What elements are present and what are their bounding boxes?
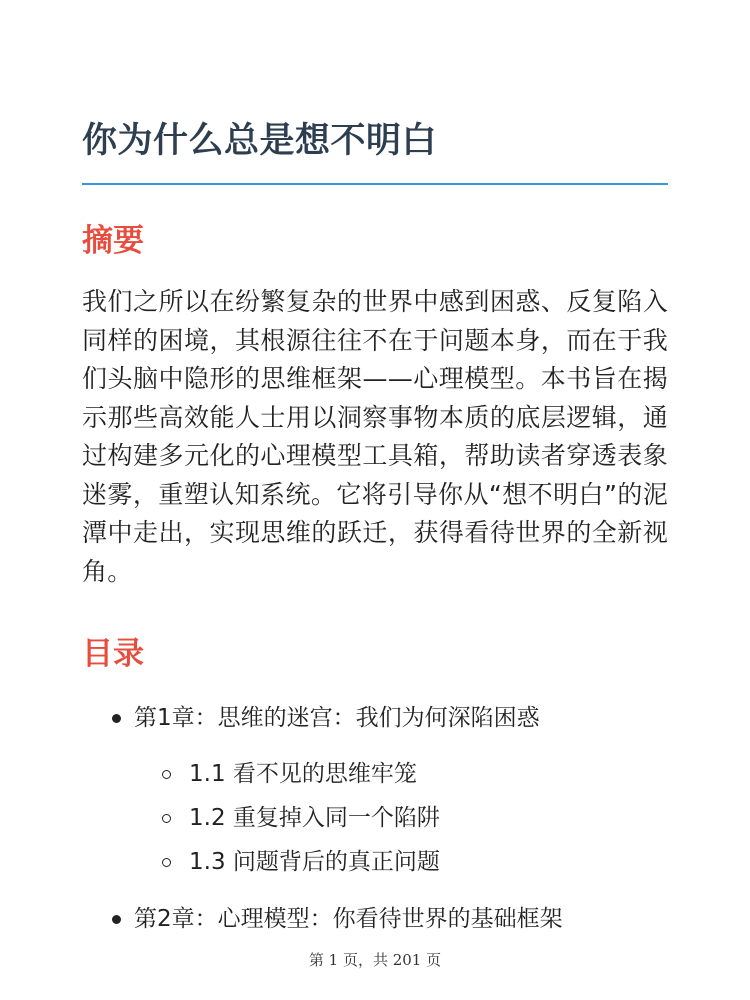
summary-heading: 摘要 [82, 223, 144, 259]
toc-section-label: 1.3 问题背后的真正问题 [189, 849, 440, 875]
page-number-footer: 第 1 页，共 201 页 [308, 951, 442, 969]
toc-chapter-label: 第1章：思维的迷宫：我们为何深陷困惑 [134, 705, 540, 731]
toc-section-label: 1.1 看不见的思维牢笼 [189, 761, 417, 787]
bullet-circle-icon [162, 858, 171, 867]
title-divider [82, 183, 668, 185]
bullet-dot-icon [112, 714, 121, 723]
toc-chapter-label: 第2章：心理模型：你看待世界的基础框架 [134, 906, 563, 932]
document-title: 你为什么总是想不明白 [82, 121, 438, 161]
bullet-circle-icon [162, 770, 171, 779]
bullet-circle-icon [162, 814, 171, 823]
toc-heading: 目录 [82, 636, 144, 672]
bullet-dot-icon [112, 915, 121, 924]
summary-paragraph: 我们之所以在纷繁复杂的世界中感到困惑、反复陷入同样的困境，其根源往往不在于问题本身，而在于我们头脑中隐形的思维框架——心理模型。本书旨在揭示那些高效能人士用以洞察事物本质的底层逻辑，通过构建多元化的心理模型工具箱，帮助读者穿透表象迷雾，重塑认知系统。它将引导你从“想不明白”的泥潭中走出，实现思维的跃迁，获得看待世界的全新视角。 [82, 287, 668, 586]
toc-section-label: 1.2 重复掉入同一个陷阱 [189, 805, 440, 831]
